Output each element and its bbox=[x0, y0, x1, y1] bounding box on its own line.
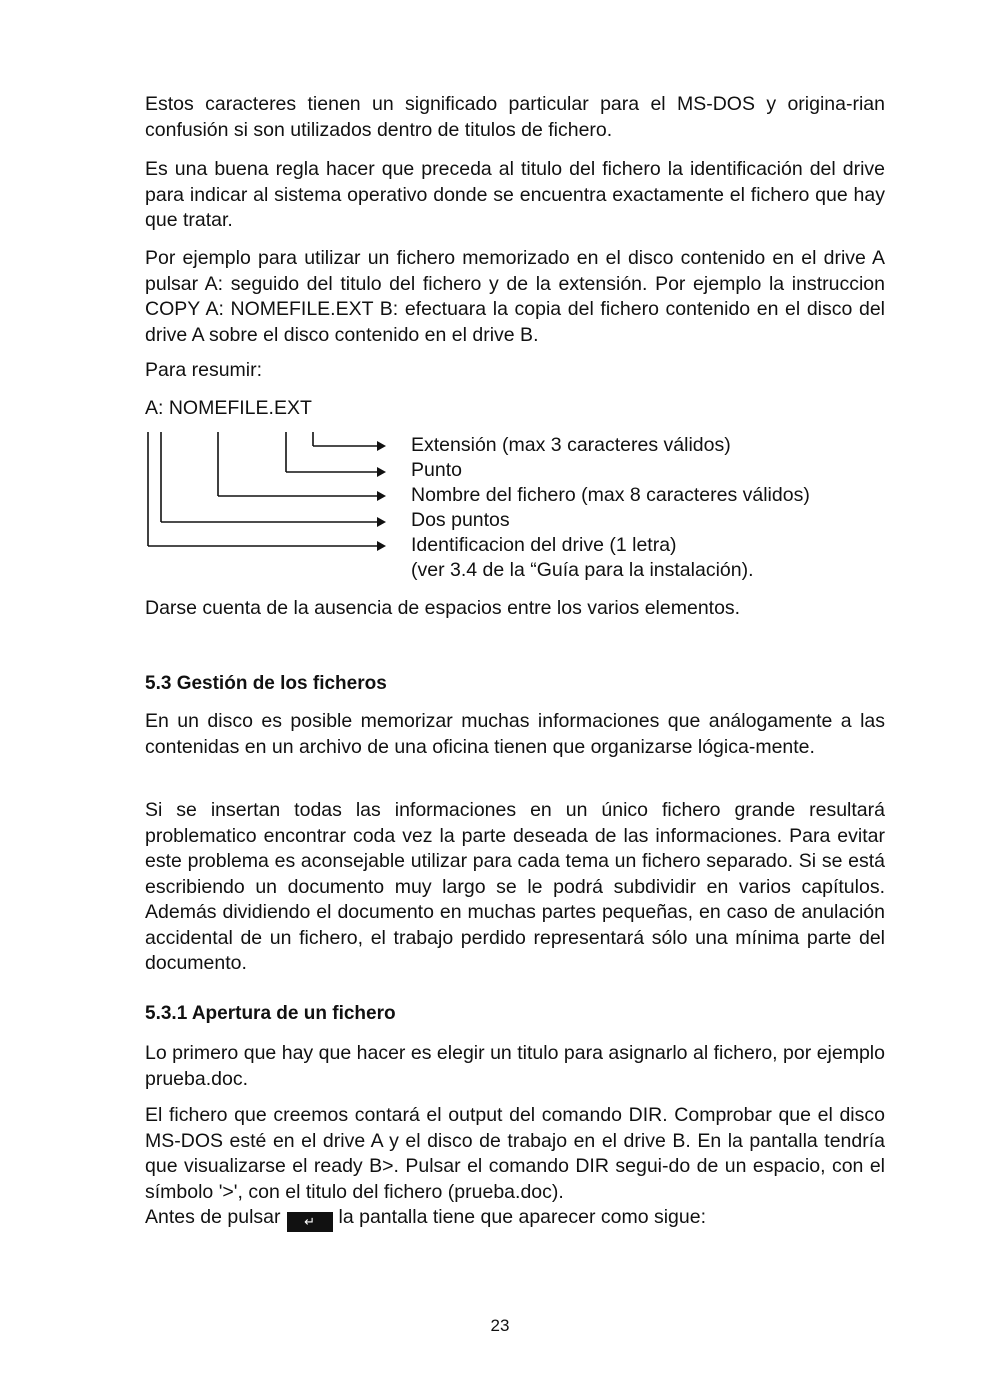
after-enter-text: la pantalla tiene que aparecer como sigue: bbox=[338, 1206, 707, 1228]
filename-diagram bbox=[145, 426, 905, 586]
diagram-label-colon: Dos puntos bbox=[411, 509, 510, 531]
page-number: 23 bbox=[490, 1316, 510, 1335]
paragraph-separate-files: Si se insertan todas las informaciones en un único fichero grande resultará problematico encontrar coda vez la parte deseada de las informaciones. Para evitar este problema es aconsejable utilizar para cada tema un fichero separado. Si se está escribiendo un documento muy largo se le podrá subdividir en varios capítulos. Además dividiendo el documento en muchas partes pequeñas, en caso de anulación accidental de un fichero, el trabajo perdido representará sólo una mínima parte del documento. bbox=[145, 799, 885, 974]
paragraph-before-enter bbox=[145, 1205, 885, 1232]
arrow-icon bbox=[377, 467, 386, 477]
paragraph-dir-output: El fichero que creemos contará el output del comando DIR. Comprobar que el disco MS-DOS esté en el drive A y el disco de trabajo en el drive B. En la pantalla tendría que visualizarse el ready B>. Pulsar el comando DIR segui-do de un espacio, con el símbolo '>', con el titulo del fichero (prueba.doc). bbox=[145, 1104, 885, 1203]
section-heading-5-3: 5.3 Gestión de los ficheros bbox=[145, 673, 387, 694]
arrow-icon bbox=[377, 441, 386, 451]
before-enter-text: Antes de pulsar bbox=[145, 1206, 281, 1228]
paragraph-no-spaces: Darse cuenta de la ausencia de espacios entre los varios elementos. bbox=[145, 597, 741, 619]
paragraph-example: Por ejemplo para utilizar un fichero memorizado en el disco contenido en el drive A pulsar A: seguido del titulo del fichero y de la extensión. Por ejemplo la instruccion COPY A: NOMEFILE.EXT B: efectuara la copia del fichero contenido en el disco del drive A sobre el disco contenido en el drive B. bbox=[145, 247, 885, 346]
section-heading-5-3-1: 5.3.1 Apertura de un fichero bbox=[145, 1003, 396, 1024]
paragraph-special-characters: Estos caracteres tienen un significado particular para el MS-DOS y origina-rian confusión si son utilizados dentro de titulos de fichero. bbox=[145, 93, 885, 141]
filename-example: A: NOMEFILE.EXT bbox=[145, 397, 312, 419]
diagram-label-extension: Extensión (max 3 caracteres válidos) bbox=[411, 434, 731, 456]
paragraph-choose-title: Lo primero que hay que hacer es elegir un titulo para asignarlo al fichero, por ejemplo prueba.doc. bbox=[145, 1042, 885, 1090]
paragraph-disk-organization: En un disco es posible memorizar muchas informaciones que análogamente a las contenidas en un archivo de una oficina tienen que organizarse lógica-mente. bbox=[145, 710, 885, 758]
paragraph-drive-rule: Es una buena regla hacer que preceda al titulo del fichero la identificación del drive para indicar al sistema operativo donde se encuentra exactamente el fichero que hay que tratar. bbox=[145, 158, 885, 231]
enter-key-icon: ↵ bbox=[287, 1212, 333, 1232]
arrow-icon bbox=[377, 517, 386, 527]
diagram-label-filename: Nombre del fichero (max 8 caracteres válidos) bbox=[411, 484, 810, 506]
filename-diagram-lines bbox=[145, 426, 405, 586]
arrow-icon bbox=[377, 541, 386, 551]
diagram-label-reference: (ver 3.4 de la “Guía para la instalación). bbox=[411, 559, 754, 581]
paragraph-summary-intro: Para resumir: bbox=[145, 359, 263, 381]
arrow-icon bbox=[377, 491, 386, 501]
diagram-label-drive: Identificacion del drive (1 letra) bbox=[411, 534, 677, 556]
diagram-label-dot: Punto bbox=[411, 459, 462, 481]
